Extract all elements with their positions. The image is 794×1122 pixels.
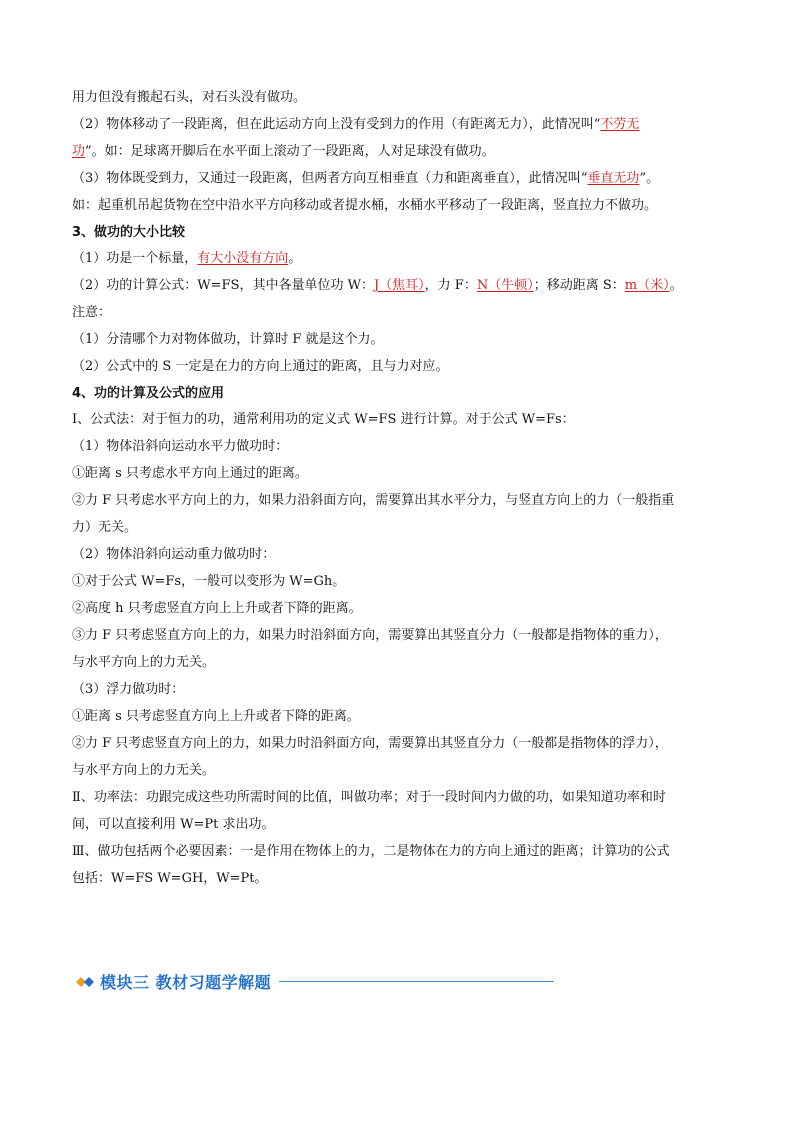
answer-highlight: 有大小没有方向 bbox=[197, 251, 289, 266]
text-span: ③力 F 只考虑竖直方向上的力，如果力时沿斜面方向，需要算出其竖直分力（一般都是指物体的重力）， bbox=[72, 628, 668, 643]
text-span: Ⅰ、公式法：对于恒力的功，通常利用功的定义式 W=FS 进行计算。对于公式 W=Fs： bbox=[72, 412, 575, 427]
module-title: 模块三 教材习题学解题 bbox=[100, 973, 272, 992]
text-span: 力）无关。 bbox=[72, 520, 138, 535]
answer-highlight: 垂直无功 bbox=[587, 171, 640, 186]
text-line bbox=[72, 817, 732, 833]
section-3 bbox=[72, 225, 732, 375]
text-line bbox=[72, 601, 732, 617]
intro-block bbox=[72, 90, 732, 214]
text-line bbox=[72, 844, 732, 860]
text-span: （1）物体沿斜向运动水平力做功时： bbox=[72, 439, 289, 454]
text-span: 如：起重机吊起货物在空中沿水平方向移动或者提水桶，水桶水平移动了一段距离，竖直拉力不做功。 bbox=[72, 198, 658, 213]
text-line bbox=[72, 736, 732, 752]
text-line bbox=[72, 251, 732, 267]
text-span: （2）功的计算公式：W=FS，其中各量单位功 W： bbox=[72, 278, 374, 293]
text-span: 间，可以直接利用 W=Pt 求出功。 bbox=[72, 817, 275, 832]
text-line bbox=[72, 520, 732, 536]
text-span: 。 bbox=[288, 251, 302, 266]
text-span: （3）浮力做功时： bbox=[72, 682, 185, 697]
section-heading: 3、做功的大小比较 bbox=[72, 225, 186, 240]
text-line bbox=[72, 305, 732, 321]
text-span: （3）物体既受到力，又通过一段距离，但两者方向互相垂直（力和距离垂直），此情况叫“ bbox=[72, 171, 588, 186]
text-line bbox=[72, 198, 732, 214]
double-chevron-icon bbox=[74, 974, 96, 990]
text-span: ①对于公式 W=Fs，一般可以变形为 W=Gh。 bbox=[72, 574, 346, 589]
text-line bbox=[72, 574, 732, 590]
text-span: 包括：W=FS W=GH，W=Pt。 bbox=[72, 871, 268, 886]
text-span: ”。如：足球离开脚后在水平面上滚动了一段距离，人对足球没有做功。 bbox=[85, 144, 495, 159]
text-line bbox=[72, 790, 732, 806]
text-span: Ⅱ、功率法：功跟完成这些功所需时间的比值，叫做功率；对于一段时间内力做的功，如果知道功率和时 bbox=[72, 790, 666, 805]
text-span: Ⅲ、做功包括两个必要因素：一是作用在物体上的力，二是物体在力的方向上通过的距离；计算功的公式 bbox=[72, 844, 670, 859]
text-line bbox=[72, 628, 732, 644]
text-span: 与水平方向上的力无关。 bbox=[72, 655, 216, 670]
text-span: （2）物体移动了一段距离，但在此运动方向上没有受到力的作用（有距离无力），此情况叫“ bbox=[72, 117, 601, 132]
text-span: 。 bbox=[669, 278, 683, 293]
text-line bbox=[72, 547, 732, 563]
text-span: （2）公式中的 S 一定是在力的方向上通过的距离，且与力对应。 bbox=[72, 359, 449, 374]
module-divider bbox=[279, 981, 554, 982]
text-span: ②高度 h 只考虑竖直方向上上升或者下降的距离。 bbox=[72, 601, 362, 616]
text-line bbox=[72, 871, 732, 887]
answer-highlight: N（牛顿） bbox=[476, 278, 534, 293]
text-line bbox=[72, 359, 732, 375]
answer-highlight: 不劳无 bbox=[600, 117, 640, 132]
text-span: 与水平方向上的力无关。 bbox=[72, 763, 216, 778]
text-span: ②力 F 只考虑竖直方向上的力，如果力时沿斜面方向，需要算出其竖直分力（一般都是指物体的浮力）， bbox=[72, 736, 668, 751]
text-line bbox=[72, 332, 732, 348]
text-line bbox=[72, 655, 732, 671]
text-line bbox=[72, 493, 732, 509]
answer-highlight: m（米） bbox=[624, 278, 670, 293]
text-span: ；移动距离 S： bbox=[533, 278, 625, 293]
text-line bbox=[72, 439, 732, 455]
text-span: （2）物体沿斜向运动重力做功时： bbox=[72, 547, 276, 562]
module-header bbox=[74, 970, 554, 993]
text-span: 注意： bbox=[72, 305, 112, 320]
text-line bbox=[72, 412, 732, 428]
text-line bbox=[72, 709, 732, 725]
text-line bbox=[72, 763, 732, 779]
text-line bbox=[72, 90, 732, 106]
text-line bbox=[72, 171, 732, 187]
document-body bbox=[72, 90, 732, 898]
text-span: ①距离 s 只考虑竖直方向上上升或者下降的距离。 bbox=[72, 709, 360, 724]
text-span: ”。 bbox=[639, 171, 660, 186]
text-line bbox=[72, 144, 732, 160]
section-4 bbox=[72, 386, 732, 887]
answer-highlight: J（焦耳） bbox=[373, 278, 425, 293]
text-span: （1）功是一个标量， bbox=[72, 251, 198, 266]
text-span: ，力 F： bbox=[424, 278, 477, 293]
text-span: 用力但没有搬起石头，对石头没有做功。 bbox=[72, 90, 307, 105]
text-span: ②力 F 只考虑水平方向上的力，如果力沿斜面方向，需要算出其水平分力，与竖直方向上的力（一般指重 bbox=[72, 493, 675, 508]
text-span: （1）分清哪个力对物体做功，计算时 F 就是这个力。 bbox=[72, 332, 384, 347]
section-heading: 4、功的计算及公式的应用 bbox=[72, 386, 225, 401]
text-line bbox=[72, 466, 732, 482]
text-line bbox=[72, 278, 732, 294]
text-line bbox=[72, 682, 732, 698]
answer-highlight: 功 bbox=[72, 144, 86, 159]
text-line bbox=[72, 117, 732, 133]
text-span: ①距离 s 只考虑水平方向上通过的距离。 bbox=[72, 466, 308, 481]
